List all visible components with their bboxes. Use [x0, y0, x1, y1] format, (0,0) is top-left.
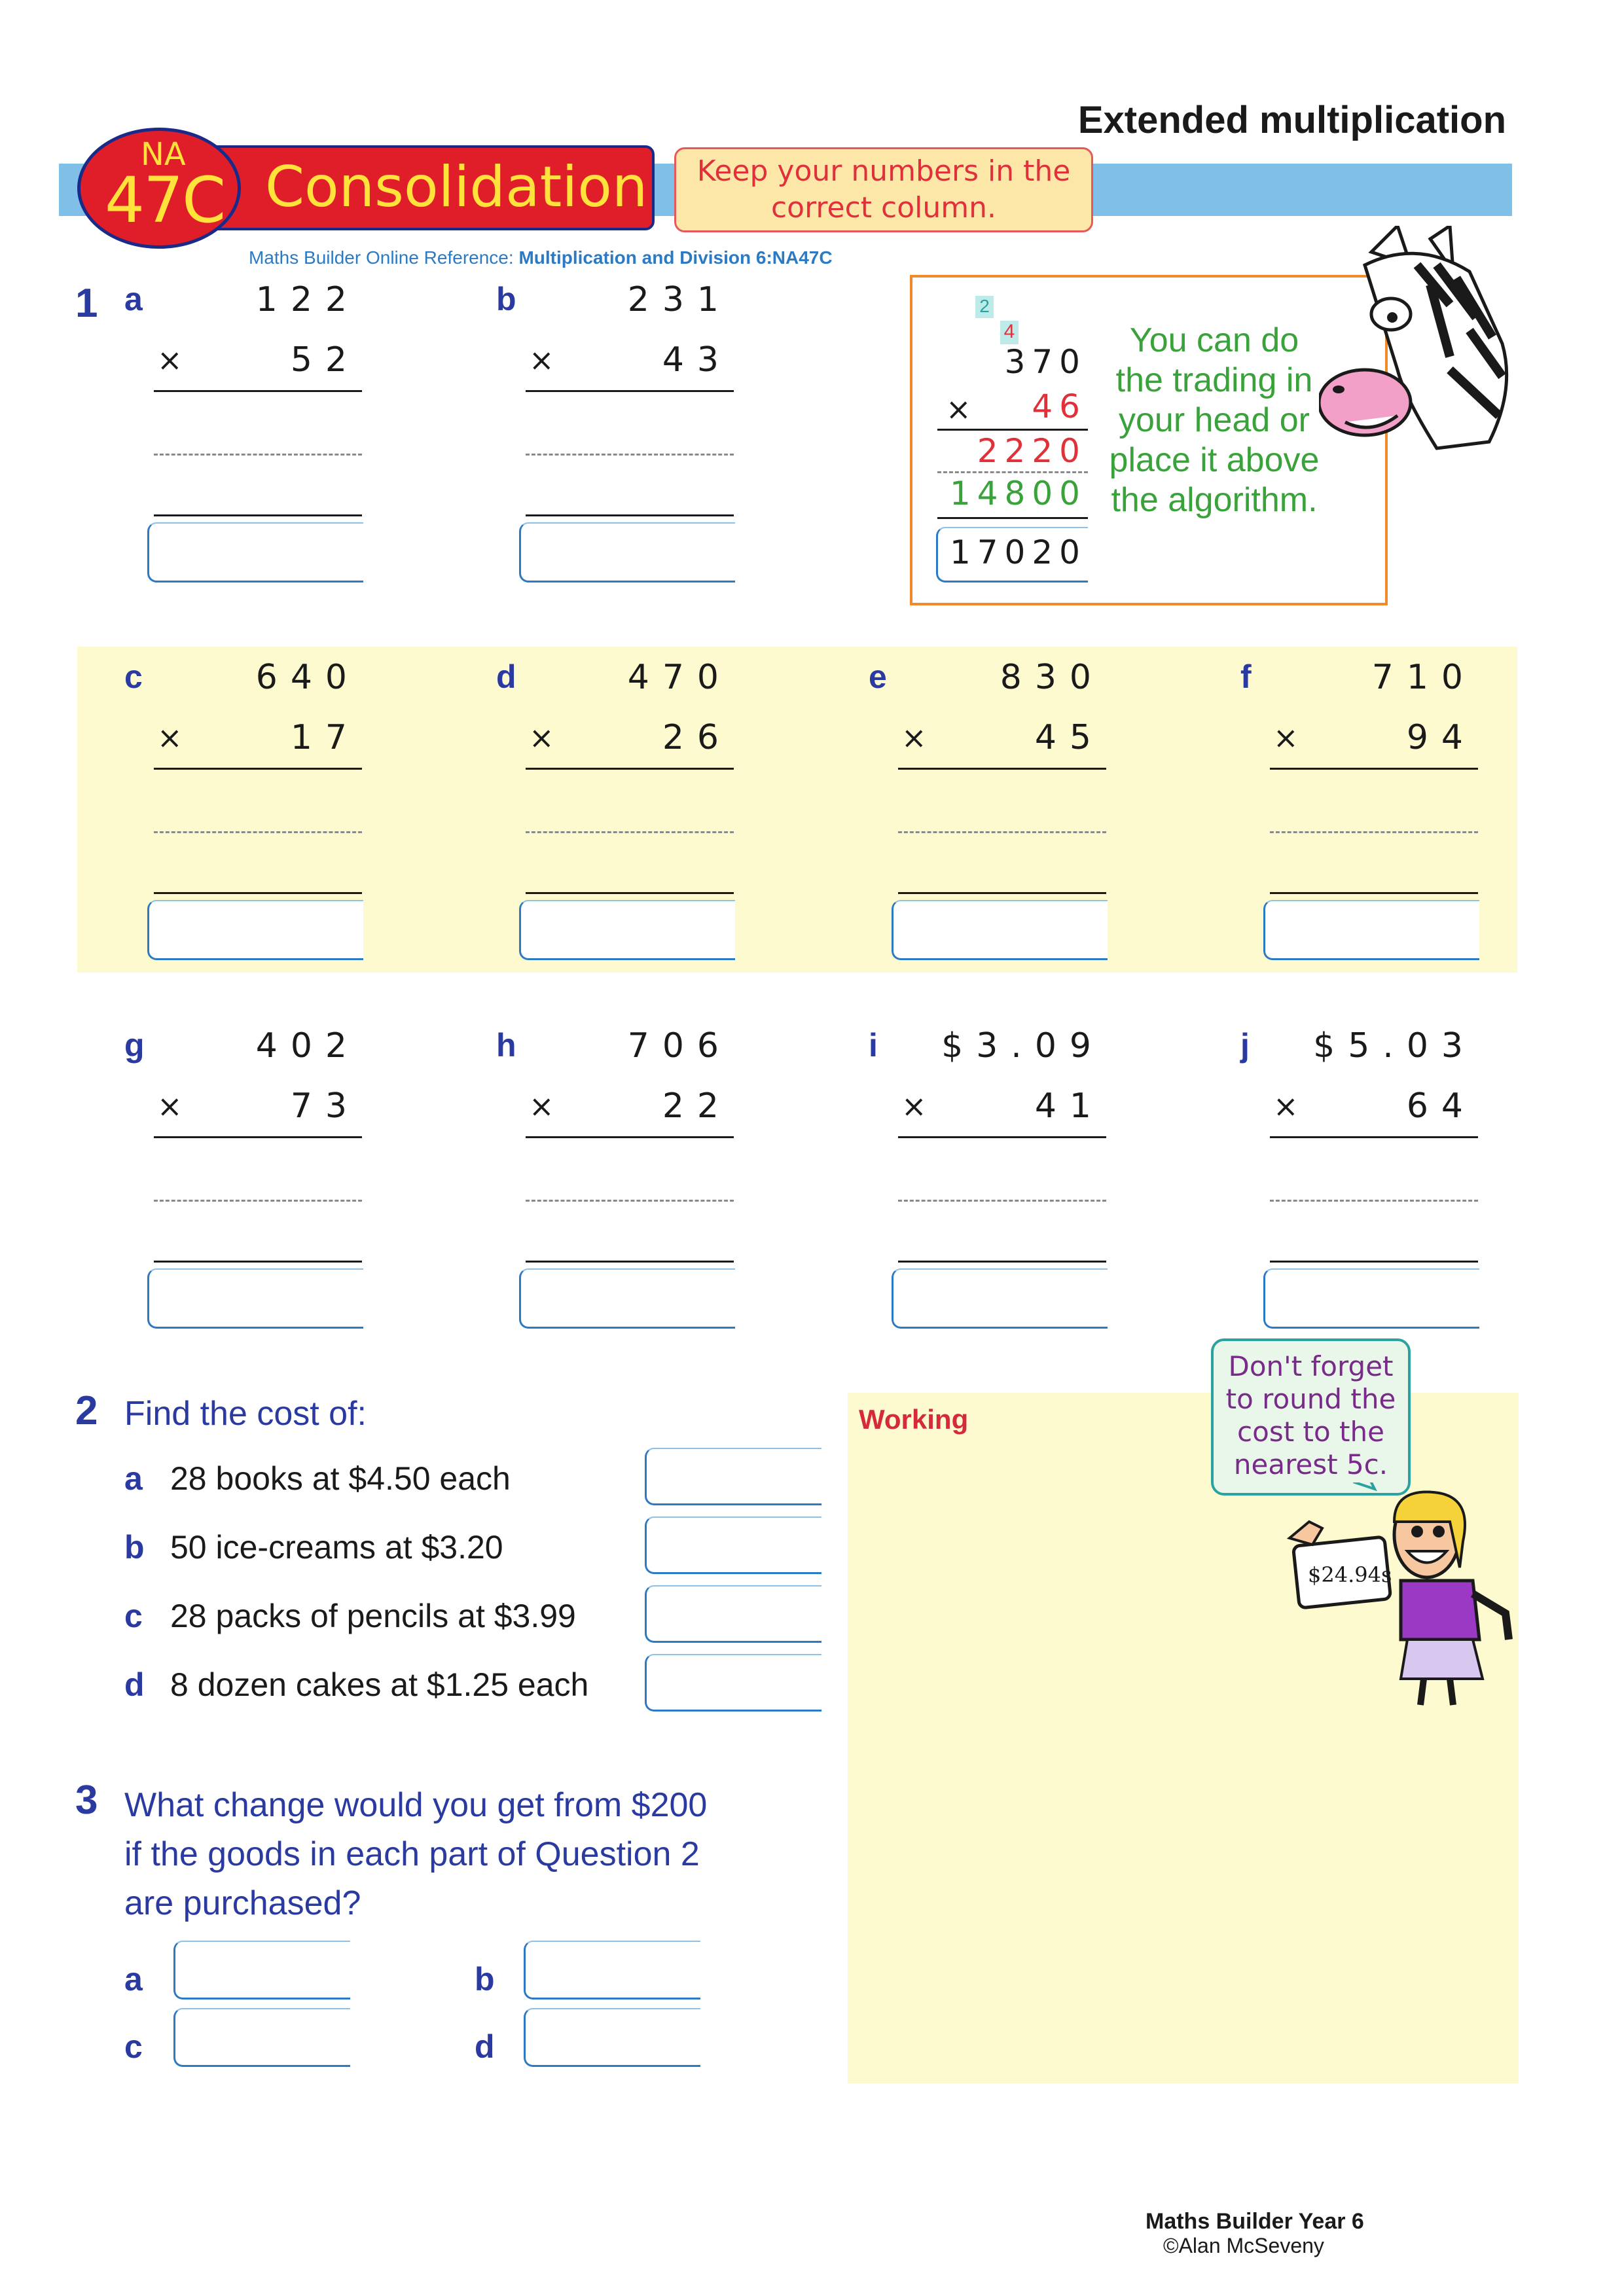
multiplier: 94 — [1406, 718, 1476, 757]
change-answer-box[interactable] — [524, 1941, 700, 2000]
cost-answer-box[interactable] — [645, 1448, 821, 1505]
times-sign: × — [529, 720, 554, 755]
answer-box[interactable] — [147, 522, 363, 583]
answer-box[interactable] — [892, 1268, 1108, 1329]
working-line[interactable] — [154, 454, 362, 456]
cost-answer-box[interactable] — [645, 1516, 821, 1574]
answer-rule — [526, 1136, 734, 1138]
answer-rule — [526, 390, 734, 392]
problem-label: i — [869, 1027, 878, 1064]
working-line[interactable] — [898, 1200, 1106, 1202]
times-sign: × — [157, 1088, 183, 1124]
reference-line — [249, 247, 833, 268]
times-sign: × — [901, 1088, 927, 1124]
problem-label: f — [1240, 658, 1252, 695]
tip-box — [674, 147, 1093, 232]
working-line[interactable] — [526, 454, 734, 456]
working-line[interactable] — [526, 831, 734, 833]
problem-label: g — [124, 1027, 145, 1064]
answer-rule — [898, 768, 1106, 770]
times-sign: × — [1273, 1088, 1299, 1124]
girl-illustration — [1283, 1482, 1538, 1712]
question-number-2: 2 — [75, 1388, 98, 1433]
cost-answer-box[interactable] — [645, 1654, 821, 1712]
item-label: c — [124, 1598, 143, 1634]
times-sign: × — [157, 720, 183, 755]
example-answer: 17020 — [949, 533, 1087, 571]
item-label: d — [124, 1666, 145, 1703]
answer-box[interactable] — [147, 1268, 363, 1329]
answer-rule — [1270, 1136, 1478, 1138]
multiplicand: 706 — [627, 1026, 732, 1066]
speech-bubble — [1211, 1338, 1411, 1496]
multiplier: 43 — [662, 340, 732, 380]
item-label: a — [124, 1460, 143, 1497]
multiplier: 64 — [1406, 1086, 1476, 1126]
answer-rule — [154, 892, 362, 894]
example-note: You can do the trading in your head or place it above the algorithm. — [1109, 321, 1320, 519]
example-multiplier: 46 — [1032, 387, 1087, 425]
multiplier: 45 — [1034, 718, 1104, 757]
problem-label: d — [496, 658, 516, 695]
multiplicand: $3.09 — [941, 1026, 1104, 1066]
multiplier: 22 — [662, 1086, 732, 1126]
multiplicand: 640 — [255, 658, 360, 697]
multiplicand: $5.03 — [1313, 1026, 1476, 1066]
carry-digit-tens: 2 — [975, 296, 994, 318]
question-2-prompt: Find the cost of: — [124, 1395, 367, 1433]
answer-rule — [526, 892, 734, 894]
badge-strand: NA — [141, 136, 186, 173]
answer-box[interactable] — [147, 900, 363, 960]
reference-link[interactable]: Multiplication and Division 6:NA47C — [518, 247, 833, 268]
carry-digit-hundreds: 4 — [1000, 321, 1019, 344]
answer-box[interactable] — [1263, 1268, 1479, 1329]
answer-label: c — [124, 2028, 143, 2065]
answer-box[interactable] — [519, 1268, 735, 1329]
item-text: 28 books at $4.50 each — [170, 1460, 511, 1497]
answer-rule — [526, 1261, 734, 1263]
problem-label: j — [1240, 1027, 1250, 1064]
multiplicand: 231 — [627, 280, 732, 319]
question-3-prompt-line-1: What change would you get from $200 — [124, 1786, 708, 1824]
speech-bubble-text: Don't forget to round the cost to the nearest 5c. — [1225, 1350, 1396, 1480]
times-sign: × — [901, 720, 927, 755]
multiplier: 52 — [290, 340, 360, 380]
answer-rule — [1270, 892, 1478, 894]
working-line[interactable] — [154, 1200, 362, 1202]
working-line[interactable] — [1270, 1200, 1478, 1202]
working-line[interactable] — [526, 1200, 734, 1202]
tip-text: Keep your numbers in the correct column. — [696, 154, 1071, 224]
question-3-prompt-line-3: are purchased? — [124, 1884, 361, 1922]
answer-rule — [898, 1136, 1106, 1138]
answer-rule — [154, 514, 362, 516]
times-sign: × — [529, 1088, 554, 1124]
answer-rule — [154, 1136, 362, 1138]
footer-copyright: ©Alan McSeveny — [1163, 2234, 1324, 2257]
multiplicand: 830 — [1000, 658, 1104, 697]
multiplier: 73 — [290, 1086, 360, 1126]
question-number-1: 1 — [75, 281, 98, 326]
working-label: Working — [859, 1404, 969, 1435]
answer-box[interactable] — [1263, 900, 1479, 960]
working-line[interactable] — [1270, 831, 1478, 833]
question-3-prompt-line-2: if the goods in each part of Question 2 — [124, 1835, 700, 1873]
working-line[interactable] — [154, 831, 362, 833]
answer-label: a — [124, 1961, 143, 1998]
problem-label: a — [124, 281, 143, 317]
answer-rule — [898, 1261, 1106, 1263]
answer-rule — [526, 768, 734, 770]
times-sign: × — [529, 342, 554, 378]
item-label: b — [124, 1529, 145, 1566]
example-partial-2: 14800 — [949, 475, 1087, 512]
item-text: 8 dozen cakes at $1.25 each — [170, 1666, 589, 1703]
footer-book-title: Maths Builder Year 6 — [1146, 2209, 1364, 2234]
answer-rule — [1270, 1261, 1478, 1263]
answer-rule — [526, 514, 734, 516]
change-answer-box[interactable] — [173, 2008, 350, 2067]
example-partial-1: 2220 — [977, 432, 1087, 470]
answer-box[interactable] — [892, 900, 1108, 960]
answer-rule — [898, 892, 1106, 894]
page-title: Consolidation — [265, 154, 648, 220]
answer-label: b — [475, 1961, 495, 1998]
problem-label: h — [496, 1027, 516, 1064]
times-sign: × — [1273, 720, 1299, 755]
problem-label: e — [869, 658, 887, 695]
change-answer-box[interactable] — [524, 2008, 700, 2067]
item-text: 28 packs of pencils at $3.99 — [170, 1598, 576, 1634]
answer-box[interactable] — [519, 522, 735, 583]
price-tag-text: $24.94s — [1308, 1562, 1392, 1587]
times-sign: × — [157, 342, 183, 378]
multiplier: 41 — [1034, 1086, 1104, 1126]
multiplicand: 470 — [627, 658, 732, 697]
badge-code: 47C — [105, 164, 225, 237]
answer-rule — [1270, 768, 1478, 770]
cost-answer-box[interactable] — [645, 1585, 821, 1643]
example-rule — [937, 429, 1088, 431]
example-times-sign: × — [946, 391, 971, 427]
answer-rule — [154, 390, 362, 392]
change-answer-box[interactable] — [173, 1941, 350, 2000]
example-dash — [937, 471, 1088, 473]
answer-label: d — [475, 2028, 495, 2065]
answer-rule — [154, 768, 362, 770]
section-title: Extended multiplication — [1077, 99, 1506, 141]
problem-label: b — [496, 281, 516, 317]
multiplier: 26 — [662, 718, 732, 757]
multiplier: 17 — [290, 718, 360, 757]
example-multiplicand: 370 — [1004, 343, 1087, 381]
multiplicand: 122 — [255, 280, 360, 319]
question-number-3: 3 — [75, 1778, 98, 1823]
multiplicand: 710 — [1371, 658, 1476, 697]
example-rule-2 — [937, 517, 1088, 519]
problem-label: c — [124, 658, 143, 695]
answer-rule — [154, 1261, 362, 1263]
answer-box[interactable] — [519, 900, 735, 960]
zebra-illustration — [1319, 226, 1515, 461]
reference-prefix: Maths Builder Online Reference: — [249, 247, 519, 268]
item-text: 50 ice-creams at $3.20 — [170, 1529, 503, 1566]
working-line[interactable] — [898, 831, 1106, 833]
multiplicand: 402 — [255, 1026, 360, 1066]
